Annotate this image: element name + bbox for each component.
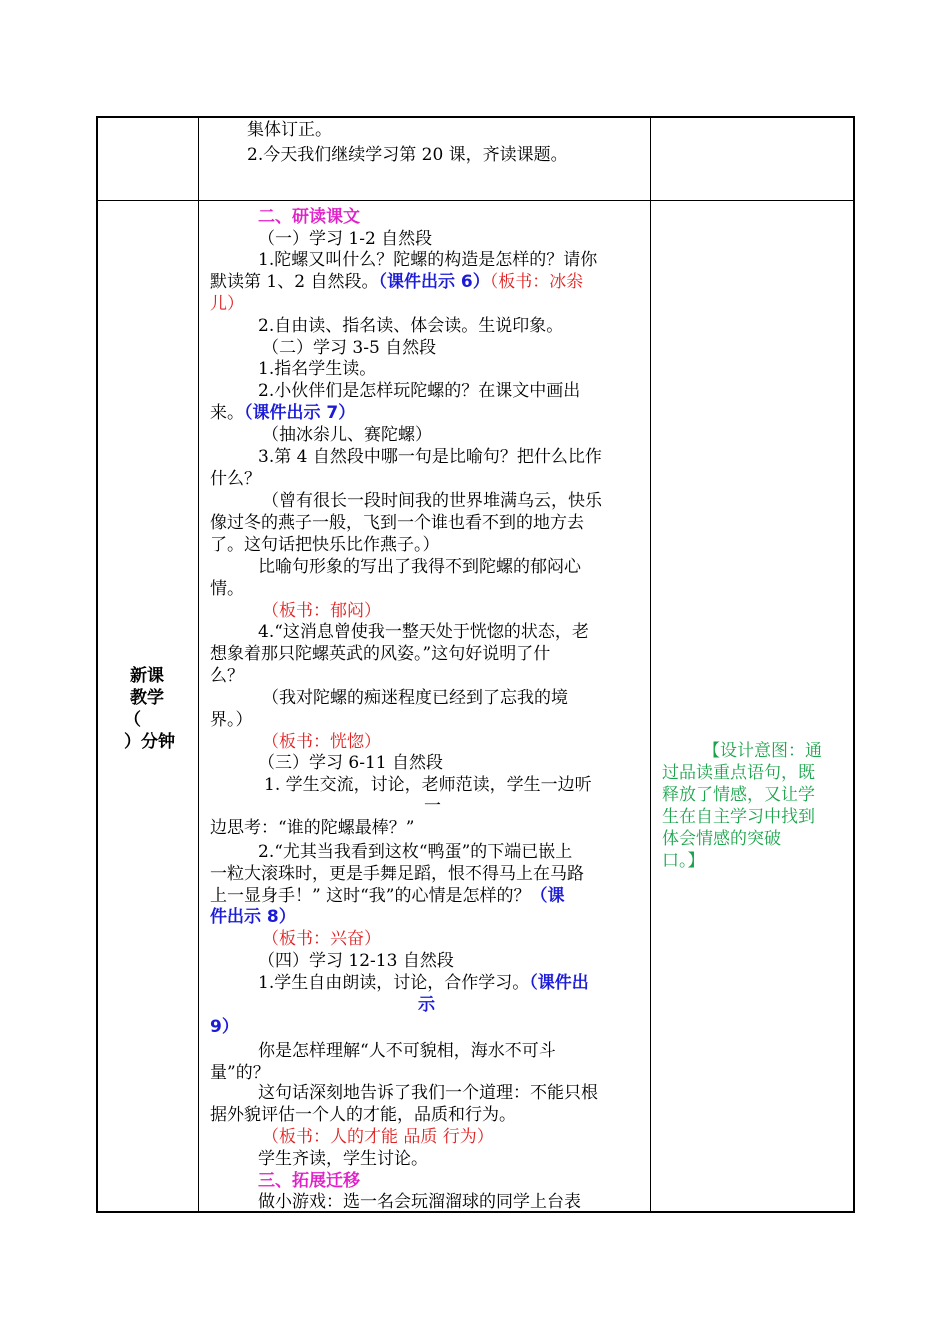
part-4-s4: 学生齐读，学生讨论。 xyxy=(258,1149,428,1169)
design-intent-line-2: 过品读重点语句，既 xyxy=(662,763,815,783)
design-intent-line-3: 释放了情感，又让学 xyxy=(662,785,815,805)
design-intent-line-1: 【设计意图：通 xyxy=(703,741,822,761)
part-4-s2-line-1: 你是怎样理解“人不可貌相，海水不可斗 xyxy=(258,1041,556,1061)
part-2-q1: 1.指名学生读。 xyxy=(258,359,377,379)
courseware-8-start: （课 xyxy=(530,886,565,906)
part-2-q4-line-3: 么？ xyxy=(210,666,244,686)
part-1-q1-line-3: 儿） xyxy=(210,294,244,314)
part-2-q3-note-2: 情。 xyxy=(210,579,244,599)
courseware-9-end: 9） xyxy=(210,1017,239,1037)
part-4-s1-text: 1.学生自由朗读，讨论，合作学习。 xyxy=(258,973,530,993)
design-intent-line-5: 体会情感的突破 xyxy=(662,829,781,849)
part-2-q3-note-1: 比喻句形象的写出了我得不到陀螺的郁闷心 xyxy=(258,557,581,577)
part-4-title: （四）学习 12-13 自然段 xyxy=(258,951,454,971)
part-3-r1-line-2: 边思考：“谁的陀螺最棒？” xyxy=(210,818,415,838)
part-4-s2-line-2: 量”的？ xyxy=(210,1063,270,1083)
courseware-8-end: 件出示 8） xyxy=(210,907,296,927)
part-2-q3-line-2: 什么？ xyxy=(210,469,261,489)
part-2-q3-line-1: 3.第 4 自然段中哪一句是比喻句？把什么比作 xyxy=(258,447,602,467)
part-2-q4-answer-1: （我对陀螺的痴迷程度已经到了忘我的境 xyxy=(262,688,568,708)
part-2-q2-text: 来。 xyxy=(210,403,244,423)
courseware-6: （课件出示 6） xyxy=(378,272,490,292)
part-2-q4-answer-2: 界。） xyxy=(210,710,253,730)
row1-line-2: 2.今天我们继续学习第 20 课，齐读课题。 xyxy=(247,145,568,165)
part-2-title: （二）学习 3-5 自然段 xyxy=(262,338,437,358)
board-note-ice: （板书：冰尜 xyxy=(489,272,584,292)
part-3-r2-line-1: 2.“尤其当我看到这枚“鸭蛋”的下端已嵌上 xyxy=(258,842,573,862)
board-note-depressed: （板书：郁闷） xyxy=(262,601,381,621)
courseware-9-start: （课件出 xyxy=(529,973,589,993)
part-4-s3-line-2: 据外貌评估一个人的才能，品质和行为。 xyxy=(210,1105,516,1125)
part-3-r2-line-2: 一粒大滚珠时，更是手舞足蹈，恨不得马上在马路 xyxy=(210,864,584,884)
part-2-q2-answer: （抽冰尜儿、赛陀螺） xyxy=(262,425,432,445)
board-note-dazed: （板书：恍惚） xyxy=(262,732,381,752)
part-2-q4-line-1: 4.“这消息曾使我一整天处于恍惚的状态，老 xyxy=(258,622,589,642)
courseware-7: （课件出示 7） xyxy=(244,403,356,423)
part-4-s1-line-1 xyxy=(258,972,589,994)
stage-label-line-4: ）分钟 xyxy=(124,732,175,752)
part-2-q3-answer-1: （曾有很长一段时间我的世界堆满乌云，快乐 xyxy=(262,491,602,511)
row-divider xyxy=(96,200,855,201)
board-note-excited: （板书：兴奋） xyxy=(262,929,381,949)
stage-label-line-2: 教学 xyxy=(130,688,164,708)
game-instruction: 做小游戏：选一名会玩溜溜球的同学上台表 xyxy=(258,1192,581,1212)
section-title-3: 三、拓展迁移 xyxy=(258,1171,360,1191)
part-2-q2-line-2 xyxy=(210,402,355,424)
part-1-q1-text: 默读第 1、2 自然段。 xyxy=(210,272,379,292)
design-intent-line-4: 生在自主学习中找到 xyxy=(662,807,815,827)
part-1-q1-line-2 xyxy=(210,271,583,293)
row1-line-1: 集体订正。 xyxy=(247,120,332,140)
stage-label-line-3: （ xyxy=(124,710,141,730)
part-2-q3-answer-2: 像过冬的燕子一般，飞到一个谁也看不到的地方去 xyxy=(210,513,584,533)
part-4-s3-line-1: 这句话深刻地告诉了我们一个道理：不能只根 xyxy=(258,1083,598,1103)
part-3-r1-line-1: 1. 学生交流，讨论，老师范读，学生一边听 xyxy=(264,775,592,795)
part-2-q3-answer-3: 了。这句话把快乐比作燕子。） xyxy=(210,535,440,555)
courseware-9-mid: 示 xyxy=(418,995,435,1015)
part-3-r1-line-1b: 一 xyxy=(424,796,441,816)
part-3-r2-line-3 xyxy=(210,885,564,907)
section-title-2: 二、研读课文 xyxy=(258,207,360,227)
part-3-title: （三）学习 6-11 自然段 xyxy=(258,753,443,773)
part-3-r2-text: 上一显身手！” 这时“我”的心情是怎样的？ xyxy=(210,886,531,906)
column-divider-2 xyxy=(650,116,651,1213)
design-intent-line-6: 口。】 xyxy=(662,851,705,871)
part-2-q4-line-2: 想象着那只陀螺英武的风姿。”这句好说明了什 xyxy=(210,644,551,664)
board-note-talent: （板书：人的才能 品质 行为） xyxy=(262,1127,494,1147)
part-1-q1-line-1: 1.陀螺又叫什么？陀螺的构造是怎样的？请你 xyxy=(258,250,598,270)
column-divider-1 xyxy=(198,116,199,1213)
stage-label-line-1: 新课 xyxy=(130,666,164,686)
part-1-q2: 2.自由读、指名读、体会读。生说印象。 xyxy=(258,316,564,336)
part-1-title: （一）学习 1-2 自然段 xyxy=(258,229,433,249)
part-2-q2-line-1: 2.小伙伴们是怎样玩陀螺的？在课文中画出 xyxy=(258,381,581,401)
